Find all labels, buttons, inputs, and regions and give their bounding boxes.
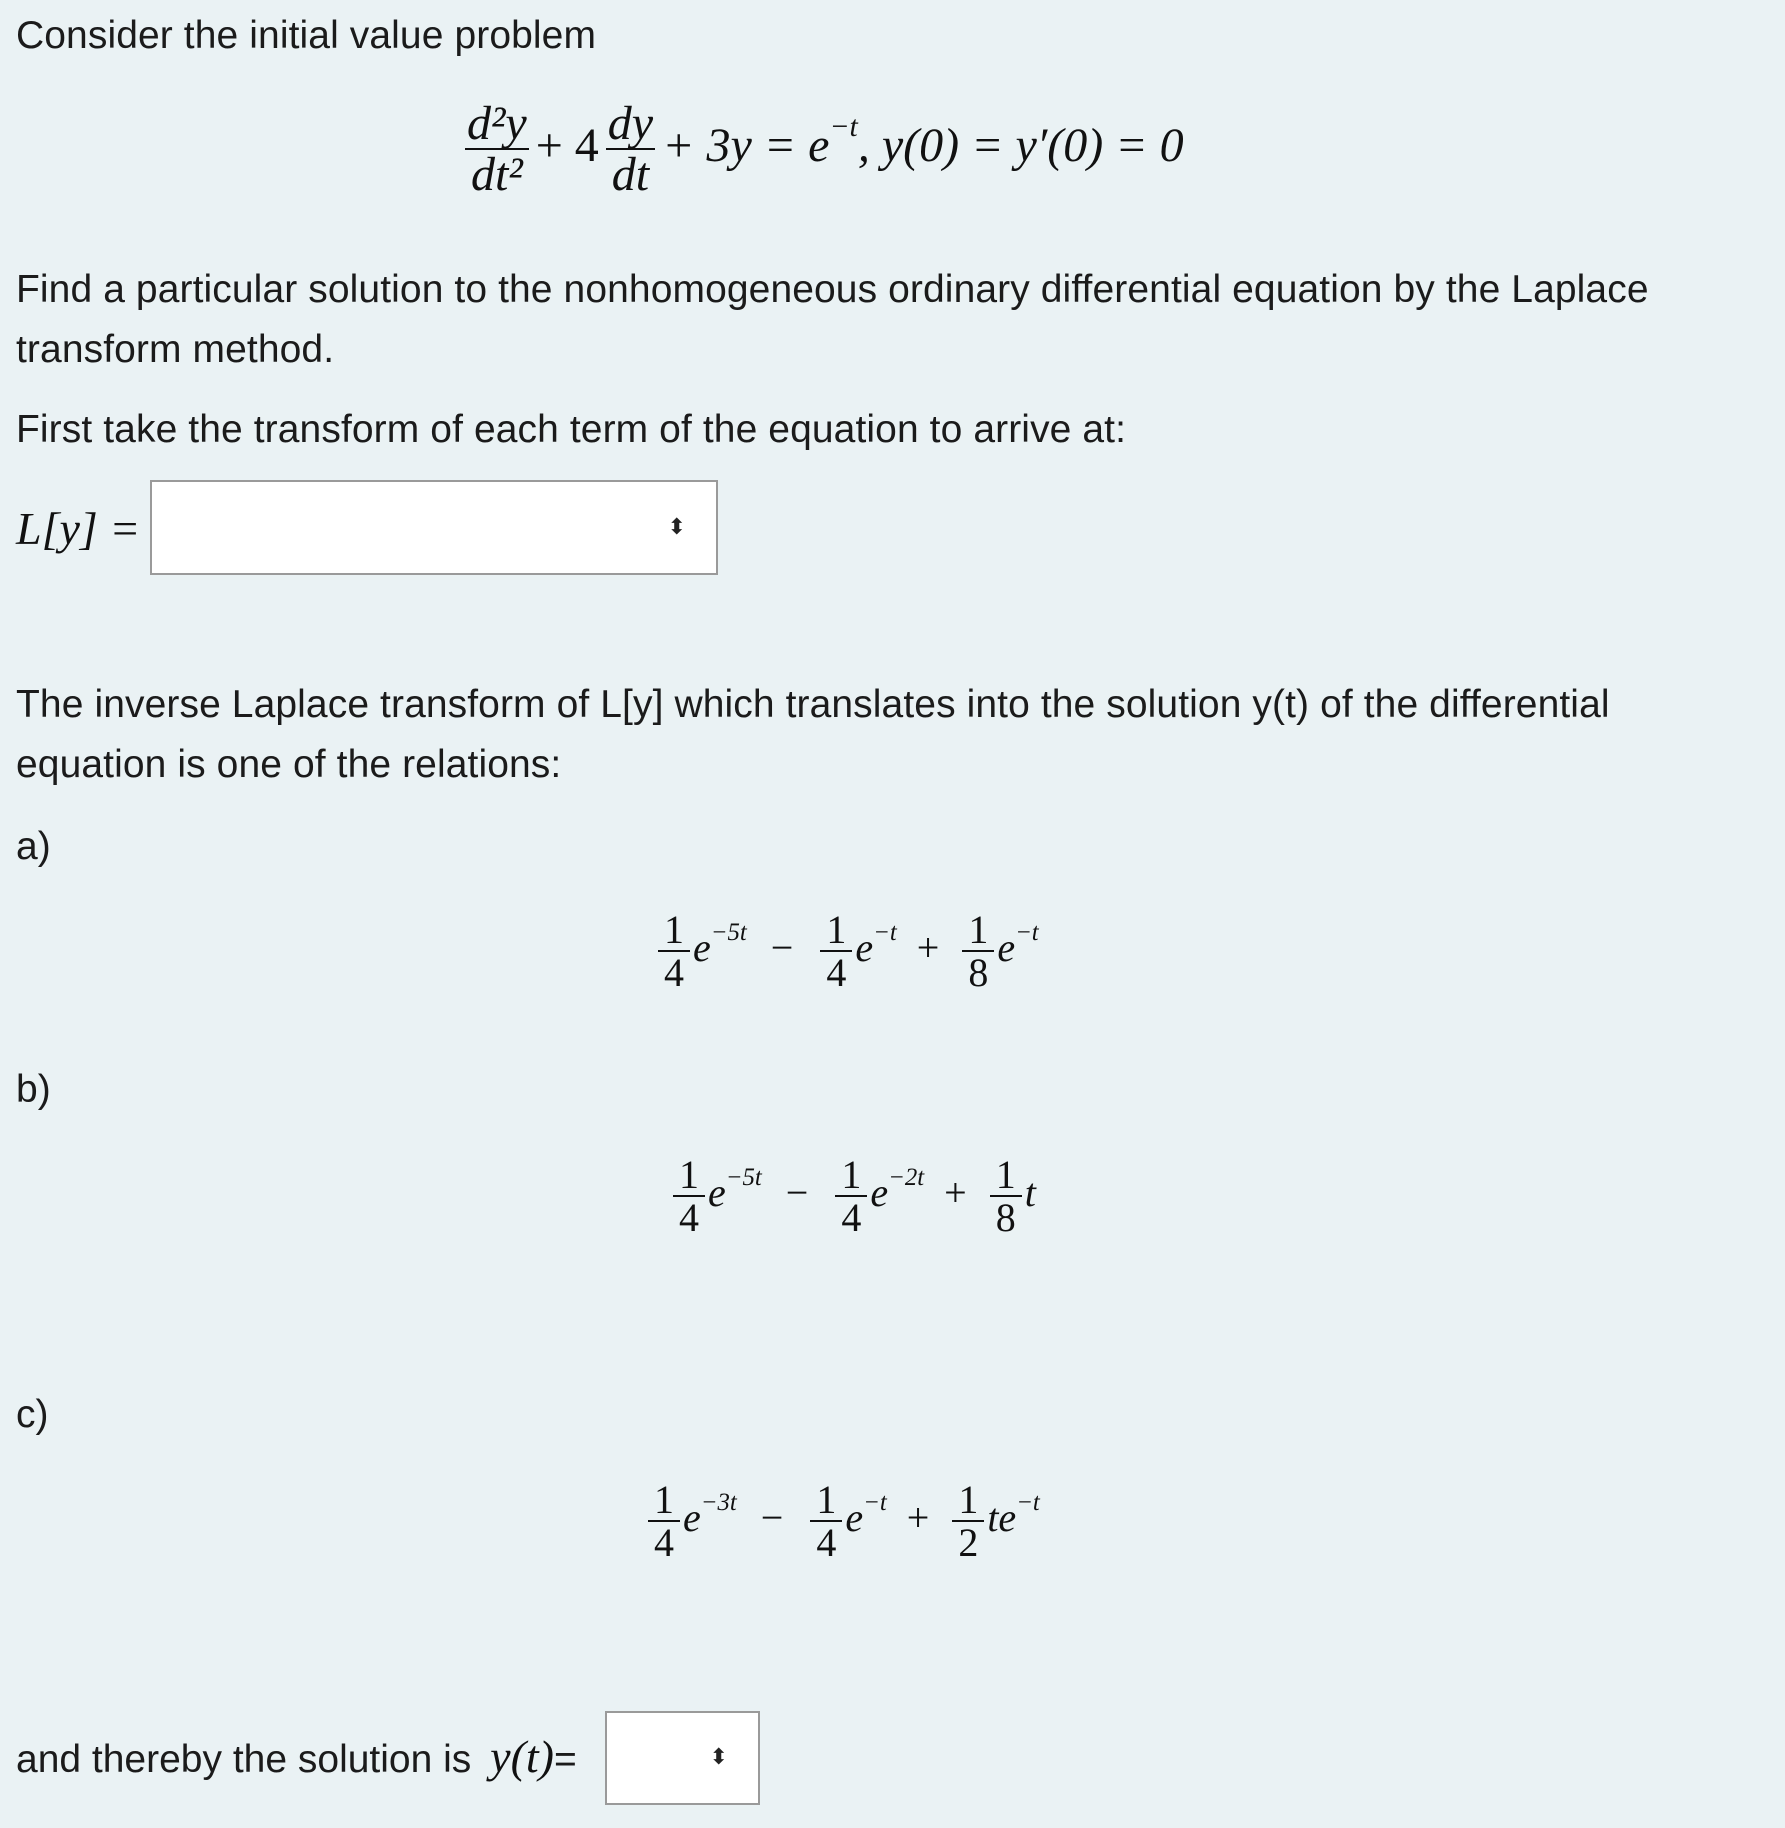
option-b-label: b) [16, 1068, 51, 1111]
ly-label: L[y] = [16, 503, 141, 554]
initial-conditions: , y(0) = y′(0) = 0 [857, 119, 1184, 173]
equation-rhs: + 3y = e [662, 119, 830, 173]
option-a-label: a) [16, 825, 51, 868]
inverse-text: The inverse Laplace transform of L[y] which translates into the solution y(t) of the differential equation is one of the relations: [16, 683, 1610, 786]
solution-select[interactable] [605, 1711, 760, 1805]
ivp-equation: $\frac{\text{d²y}}{\text{dt²}}$ + 4 $\frac{dy}{dt}$ + $3y = e^{-t}$, y(0) = y′(0) = 0 [458, 100, 1184, 200]
intro-text: Consider the initial value problem [16, 14, 597, 57]
plus-four: + 4 [535, 119, 599, 173]
option-c-label: c) [16, 1393, 49, 1436]
second-derivative: $\frac{\text{d²y}}{\text{dt²}}$ [461, 100, 533, 200]
first-derivative: $\frac{dy}{dt}$ [602, 100, 659, 200]
option-a-expression: $\frac{1}{4}$ $e^{-5t}$ − $\frac{1}{4}$ $e^{-t}$ + $\frac{1}{8}$ $e^{-t}$ [655, 910, 1039, 994]
solution-row: and thereby the solution is y(t)= [16, 1731, 577, 1782]
solution-text: and thereby the solution is [16, 1738, 472, 1781]
option-b-expression: $\frac{1}{4}$ $e^{-5t}$ − $\frac{1}{4}$ $e^{-2t}$ + $\frac{1}{8}$ t [670, 1155, 1036, 1239]
solution-math: y(t) [490, 1731, 554, 1782]
find-text: Find a particular solution to the nonhomogeneous ordinary differential equation by the Laplace transform method. [16, 268, 1649, 371]
select-arrow-icon: ⬍ [667, 514, 686, 540]
first-text: First take the transform of each term of the equation to arrive at: [16, 408, 1127, 451]
ly-select[interactable] [150, 480, 718, 575]
select-arrow-icon: ⬍ [709, 1745, 728, 1770]
option-c-expression: $\frac{1}{4}$ $e^{-3t}$ − $\frac{1}{4}$ $e^{-t}$ + $\frac{1}{2}$ $te^{-t}$ [645, 1480, 1040, 1564]
